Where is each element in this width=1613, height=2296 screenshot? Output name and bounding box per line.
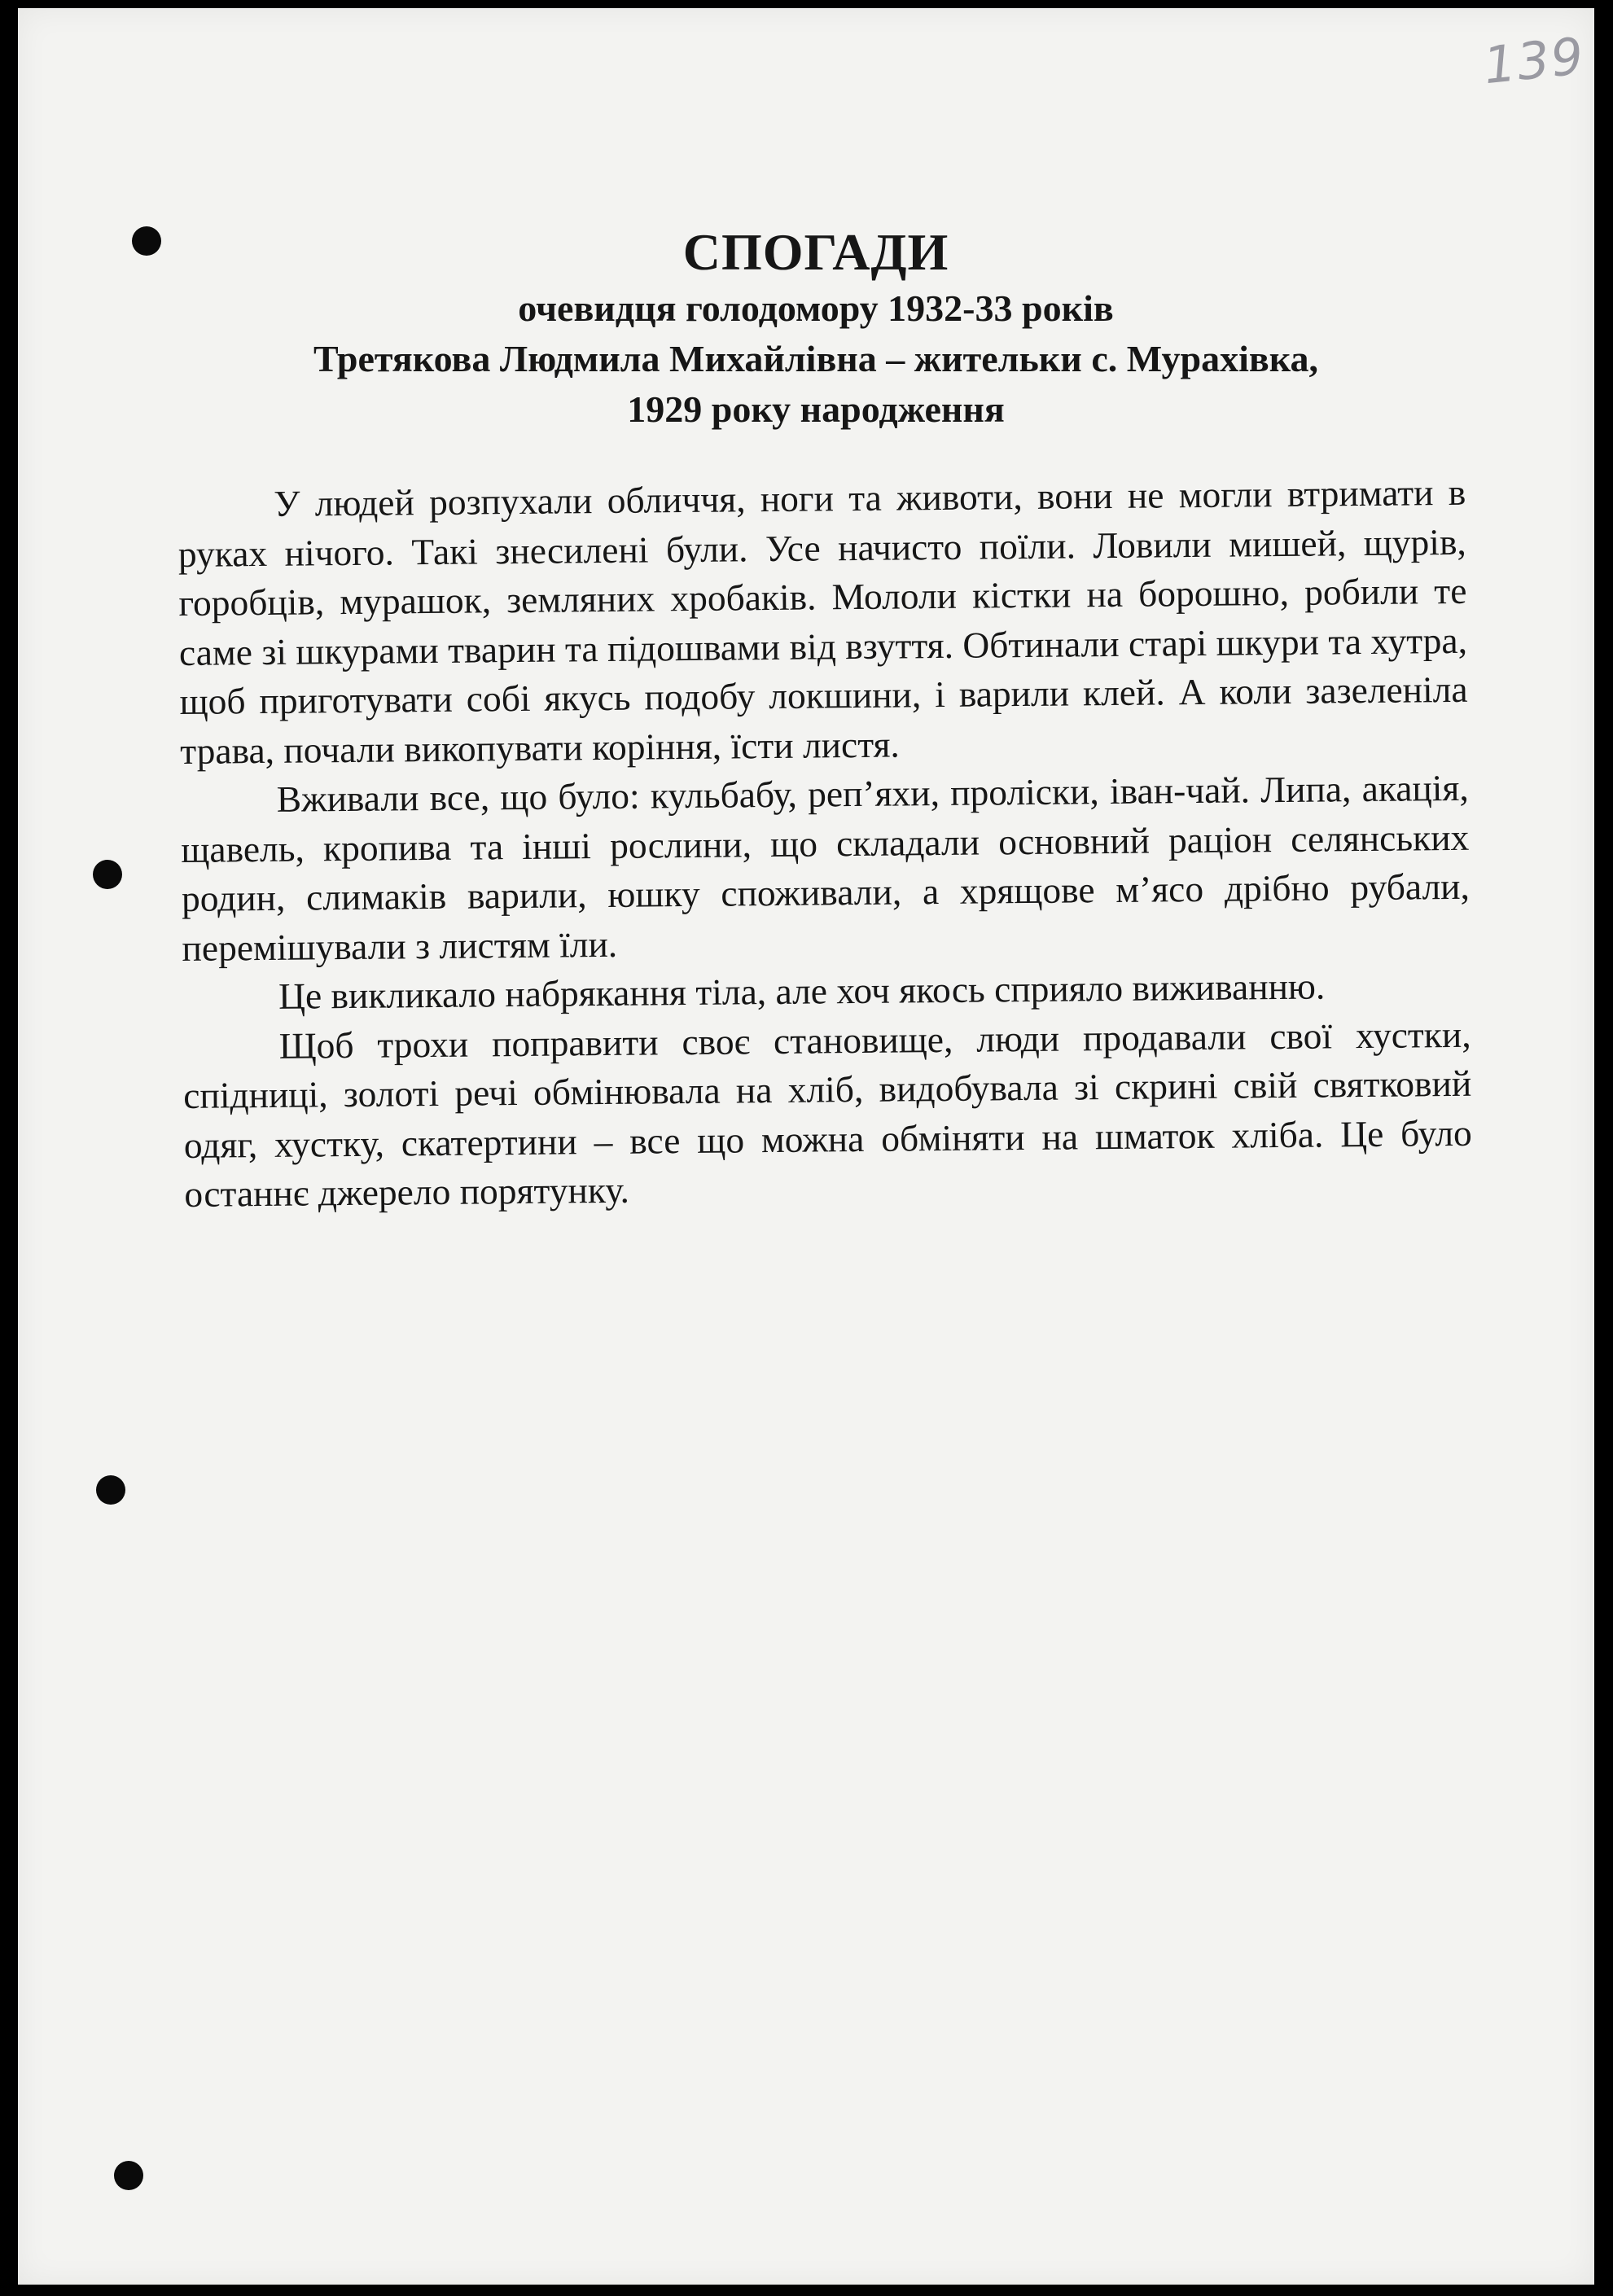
subtitle-line: 1929 року народження	[627, 388, 1005, 430]
document-body	[178, 468, 1473, 1220]
document-title: СПОГАДИ	[682, 223, 949, 281]
subtitle-line: Третякова Людмила Михайлівна – жительки с. Мурахівка,	[313, 338, 1319, 379]
paper-sheet	[18, 8, 1594, 2285]
document-header	[164, 221, 1467, 435]
punch-hole	[114, 2161, 143, 2190]
subtitle-line: очевидця голодомору 1932-33 років	[518, 287, 1114, 329]
punch-hole	[132, 226, 161, 256]
handwritten-page-number: 139	[1480, 25, 1588, 96]
paragraph: У людей розпухали обличчя, ноги та животи, вони не могли втримати в руках нічого. Такі знесилені були. Усе начисто поїли. Ловили мишей, щурів, горобців, мурашок, земляних хробаків. Мололи кістки на борошно, робили те саме зі шкурами тварин та підошвами від взуття. Обтинали старі шкури та хутра, щоб приготувати собі якусь подобу локшини, і варили клей. А коли зазеленіла трава, почали викопувати коріння, їсти листя.	[178, 471, 1468, 772]
punch-hole	[96, 1475, 125, 1505]
punch-hole	[93, 860, 122, 889]
paragraph: Це викликало набрякання тіла, але хоч якось сприяло виживанню.	[278, 965, 1326, 1017]
paragraph: Щоб трохи поправити своє становище, люди продавали свої хустки, спідниці, золоті речі обмінювала на хліб, видобувала зі скрині свій святковий одяг, хустку, скатертини – все що можна обміняти на шматок хліба. Це було останнє джерело порятунку.	[183, 1013, 1473, 1215]
paragraph: Вживали все, що було: кульбабу, реп’яхи, проліски, іван-чай. Липа, акація, щавель, кропива та інші рослини, що складали основний раціон селянських родин, слимаків варили, юшку споживали, а хрящове м’ясо дрібно рубали, перемішували з листям їли.	[181, 766, 1471, 969]
